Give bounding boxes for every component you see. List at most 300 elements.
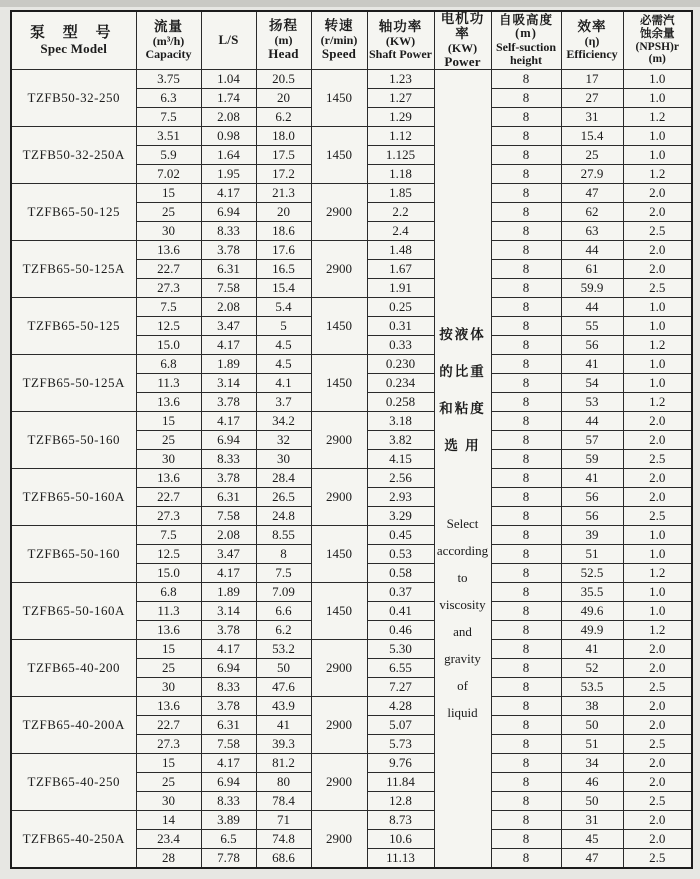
- capacity-cell: 13.6: [136, 241, 201, 260]
- model-cell: TZFB65-50-160: [11, 526, 136, 583]
- ls-cell: 3.78: [201, 697, 256, 716]
- capacity-cell: 3.51: [136, 127, 201, 146]
- table-row: [11, 412, 692, 431]
- ls-cell: 2.08: [201, 526, 256, 545]
- ls-cell: 6.94: [201, 203, 256, 222]
- head-cell: 15.4: [256, 279, 311, 298]
- npsh-cell: 2.5: [623, 279, 692, 298]
- npsh-cell: 1.2: [623, 564, 692, 583]
- table-row: [11, 298, 692, 317]
- efficiency-cell: 63: [561, 222, 623, 241]
- efficiency-cell: 17: [561, 70, 623, 89]
- npsh-cell: 1.0: [623, 374, 692, 393]
- efficiency-cell: 44: [561, 298, 623, 317]
- npsh-cell: 1.2: [623, 336, 692, 355]
- header-row: [11, 11, 692, 70]
- ls-cell: 2.08: [201, 298, 256, 317]
- efficiency-cell: 52: [561, 659, 623, 678]
- power-note-line: according: [436, 542, 489, 558]
- shaft-power-cell: 10.6: [367, 830, 434, 849]
- head-cell: 5.4: [256, 298, 311, 317]
- capacity-cell: 23.4: [136, 830, 201, 849]
- ls-cell: 7.58: [201, 735, 256, 754]
- head-cell: 6.6: [256, 602, 311, 621]
- head-cell: 4.5: [256, 355, 311, 374]
- ls-cell: 7.58: [201, 507, 256, 526]
- head-cell: 17.5: [256, 146, 311, 165]
- shaft-power-cell: 0.258: [367, 393, 434, 412]
- capacity-cell: 27.3: [136, 279, 201, 298]
- head-cell: 74.8: [256, 830, 311, 849]
- speed-cell: 2900: [311, 811, 367, 869]
- npsh-cell: 2.0: [623, 754, 692, 773]
- npsh-cell: 2.5: [623, 222, 692, 241]
- shaft-power-cell: 5.07: [367, 716, 434, 735]
- npsh-cell: 1.0: [623, 602, 692, 621]
- suction-cell: 8: [491, 298, 561, 317]
- capacity-cell: 22.7: [136, 716, 201, 735]
- ls-cell: 6.94: [201, 773, 256, 792]
- npsh-cell: 2.0: [623, 203, 692, 222]
- shaft-power-cell: 3.82: [367, 431, 434, 450]
- capacity-cell: 14: [136, 811, 201, 830]
- speed-cell: 2900: [311, 241, 367, 298]
- model-cell: TZFB65-50-125: [11, 184, 136, 241]
- table-row: [11, 184, 692, 203]
- suction-cell: 8: [491, 754, 561, 773]
- ls-cell: 1.04: [201, 70, 256, 89]
- efficiency-cell: 53.5: [561, 678, 623, 697]
- head-cell: 28.4: [256, 469, 311, 488]
- shaft-power-cell: 1.91: [367, 279, 434, 298]
- scan-top-strip: [0, 0, 700, 7]
- efficiency-cell: 56: [561, 336, 623, 355]
- capacity-cell: 30: [136, 222, 201, 241]
- capacity-cell: 12.5: [136, 317, 201, 336]
- npsh-cell: 1.0: [623, 89, 692, 108]
- shaft-power-cell: 0.41: [367, 602, 434, 621]
- model-cell: TZFB50-32-250: [11, 70, 136, 127]
- head-cell: 8: [256, 545, 311, 564]
- ls-cell: 8.33: [201, 792, 256, 811]
- npsh-cell: 1.2: [623, 621, 692, 640]
- table-row: [11, 241, 692, 260]
- suction-cell: 8: [491, 317, 561, 336]
- header-self-suction: 自吸高度(m) Self-suction height: [491, 11, 561, 70]
- efficiency-cell: 44: [561, 241, 623, 260]
- efficiency-cell: 45: [561, 830, 623, 849]
- ls-cell: 4.17: [201, 564, 256, 583]
- npsh-cell: 2.5: [623, 507, 692, 526]
- model-cell: TZFB65-50-160A: [11, 469, 136, 526]
- ls-cell: 7.58: [201, 279, 256, 298]
- capacity-cell: 25: [136, 773, 201, 792]
- npsh-cell: 2.0: [623, 830, 692, 849]
- header-ls: L/S: [201, 11, 256, 70]
- suction-cell: 8: [491, 374, 561, 393]
- head-cell: 81.2: [256, 754, 311, 773]
- speed-cell: 2900: [311, 469, 367, 526]
- efficiency-cell: 31: [561, 811, 623, 830]
- model-cell: TZFB65-50-160: [11, 412, 136, 469]
- efficiency-cell: 39: [561, 526, 623, 545]
- shaft-power-cell: 5.30: [367, 640, 434, 659]
- head-cell: 43.9: [256, 697, 311, 716]
- npsh-cell: 2.0: [623, 716, 692, 735]
- speed-cell: 2900: [311, 184, 367, 241]
- capacity-cell: 15: [136, 754, 201, 773]
- power-note-cell: [434, 70, 491, 869]
- suction-cell: 8: [491, 412, 561, 431]
- head-cell: 47.6: [256, 678, 311, 697]
- table-row: [11, 526, 692, 545]
- suction-cell: 8: [491, 830, 561, 849]
- model-cell: TZFB65-40-250: [11, 754, 136, 811]
- head-cell: 71: [256, 811, 311, 830]
- suction-cell: 8: [491, 811, 561, 830]
- head-cell: 8.55: [256, 526, 311, 545]
- shaft-power-cell: 11.84: [367, 773, 434, 792]
- pump-spec-table: [10, 10, 693, 869]
- capacity-cell: 7.02: [136, 165, 201, 184]
- npsh-cell: 1.0: [623, 146, 692, 165]
- header-capacity: 流量 (m³/h) Capacity: [136, 11, 201, 70]
- power-note-line: 和粘度: [439, 400, 486, 416]
- head-cell: 5: [256, 317, 311, 336]
- capacity-cell: 25: [136, 659, 201, 678]
- head-cell: 17.6: [256, 241, 311, 260]
- suction-cell: 8: [491, 108, 561, 127]
- head-cell: 7.5: [256, 564, 311, 583]
- shaft-power-cell: 1.85: [367, 184, 434, 203]
- head-cell: 21.3: [256, 184, 311, 203]
- efficiency-cell: 47: [561, 184, 623, 203]
- suction-cell: 8: [491, 849, 561, 869]
- ls-cell: 6.31: [201, 716, 256, 735]
- npsh-cell: 2.5: [623, 792, 692, 811]
- npsh-cell: 1.0: [623, 526, 692, 545]
- table-row: [11, 754, 692, 773]
- efficiency-cell: 54: [561, 374, 623, 393]
- capacity-cell: 15.0: [136, 336, 201, 355]
- head-cell: 20.5: [256, 70, 311, 89]
- power-note-line: and: [453, 623, 472, 639]
- table-row: [11, 583, 692, 602]
- shaft-power-cell: 0.46: [367, 621, 434, 640]
- table-row: [11, 640, 692, 659]
- head-cell: 16.5: [256, 260, 311, 279]
- ls-cell: 7.78: [201, 849, 256, 869]
- shaft-power-cell: 6.55: [367, 659, 434, 678]
- power-note-line: 按液体: [439, 326, 486, 342]
- capacity-cell: 15.0: [136, 564, 201, 583]
- npsh-cell: 2.0: [623, 488, 692, 507]
- head-cell: 7.09: [256, 583, 311, 602]
- ls-cell: 4.17: [201, 184, 256, 203]
- efficiency-cell: 46: [561, 773, 623, 792]
- table-row: [11, 469, 692, 488]
- suction-cell: 8: [491, 336, 561, 355]
- suction-cell: 8: [491, 431, 561, 450]
- ls-cell: 1.95: [201, 165, 256, 184]
- ls-cell: 3.14: [201, 374, 256, 393]
- ls-cell: 6.94: [201, 431, 256, 450]
- capacity-cell: 27.3: [136, 507, 201, 526]
- capacity-cell: 13.6: [136, 621, 201, 640]
- npsh-cell: 1.0: [623, 127, 692, 146]
- efficiency-cell: 50: [561, 716, 623, 735]
- shaft-power-cell: 0.53: [367, 545, 434, 564]
- efficiency-cell: 59.9: [561, 279, 623, 298]
- npsh-cell: 2.0: [623, 659, 692, 678]
- capacity-cell: 11.3: [136, 374, 201, 393]
- shaft-power-cell: 1.12: [367, 127, 434, 146]
- header-npsh: 必需汽 蚀余量 (NPSH)r (m): [623, 11, 692, 70]
- npsh-cell: 2.0: [623, 412, 692, 431]
- head-cell: 3.7: [256, 393, 311, 412]
- capacity-cell: 25: [136, 203, 201, 222]
- power-note-line: gravity: [444, 650, 481, 666]
- efficiency-cell: 57: [561, 431, 623, 450]
- head-cell: 6.2: [256, 108, 311, 127]
- ls-cell: 3.89: [201, 811, 256, 830]
- table-row: [11, 811, 692, 830]
- ls-cell: 4.17: [201, 754, 256, 773]
- suction-cell: 8: [491, 716, 561, 735]
- header-efficiency: 效率 (η) Efficiency: [561, 11, 623, 70]
- npsh-cell: 2.5: [623, 735, 692, 754]
- shaft-power-cell: 1.125: [367, 146, 434, 165]
- head-cell: 50: [256, 659, 311, 678]
- power-note-line: viscosity: [439, 596, 486, 612]
- npsh-cell: 2.0: [623, 773, 692, 792]
- capacity-cell: 12.5: [136, 545, 201, 564]
- efficiency-cell: 51: [561, 545, 623, 564]
- npsh-cell: 1.0: [623, 583, 692, 602]
- shaft-power-cell: 1.27: [367, 89, 434, 108]
- header-speed: 转速 (r/min) Speed: [311, 11, 367, 70]
- capacity-cell: 6.8: [136, 355, 201, 374]
- capacity-cell: 15: [136, 412, 201, 431]
- ls-cell: 8.33: [201, 222, 256, 241]
- npsh-cell: 2.0: [623, 241, 692, 260]
- npsh-cell: 2.0: [623, 697, 692, 716]
- ls-cell: 3.78: [201, 393, 256, 412]
- npsh-cell: 1.2: [623, 108, 692, 127]
- power-note-line: Select: [446, 515, 479, 531]
- speed-cell: 1450: [311, 355, 367, 412]
- capacity-cell: 6.8: [136, 583, 201, 602]
- ls-cell: 3.47: [201, 317, 256, 336]
- ls-cell: 2.08: [201, 108, 256, 127]
- head-cell: 41: [256, 716, 311, 735]
- ls-cell: 6.94: [201, 659, 256, 678]
- shaft-power-cell: 1.48: [367, 241, 434, 260]
- capacity-cell: 25: [136, 431, 201, 450]
- ls-cell: 1.64: [201, 146, 256, 165]
- ls-cell: 3.78: [201, 469, 256, 488]
- suction-cell: 8: [491, 507, 561, 526]
- table-header: [11, 11, 692, 70]
- efficiency-cell: 49.6: [561, 602, 623, 621]
- efficiency-cell: 55: [561, 317, 623, 336]
- efficiency-cell: 41: [561, 355, 623, 374]
- shaft-power-cell: 5.73: [367, 735, 434, 754]
- efficiency-cell: 52.5: [561, 564, 623, 583]
- head-cell: 20: [256, 203, 311, 222]
- shaft-power-cell: 1.18: [367, 165, 434, 184]
- ls-cell: 4.17: [201, 412, 256, 431]
- npsh-cell: 2.5: [623, 450, 692, 469]
- capacity-cell: 3.75: [136, 70, 201, 89]
- capacity-cell: 11.3: [136, 602, 201, 621]
- efficiency-cell: 34: [561, 754, 623, 773]
- suction-cell: 8: [491, 393, 561, 412]
- suction-cell: 8: [491, 70, 561, 89]
- shaft-power-cell: 1.29: [367, 108, 434, 127]
- model-cell: TZFB50-32-250A: [11, 127, 136, 184]
- efficiency-cell: 49.9: [561, 621, 623, 640]
- efficiency-cell: 35.5: [561, 583, 623, 602]
- ls-cell: 4.17: [201, 640, 256, 659]
- npsh-cell: 2.5: [623, 678, 692, 697]
- efficiency-cell: 41: [561, 640, 623, 659]
- power-note-line: liquid: [447, 704, 478, 720]
- table-row: [11, 355, 692, 374]
- head-cell: 17.2: [256, 165, 311, 184]
- header-shaft-power: 轴功率 (KW) Shaft Power: [367, 11, 434, 70]
- head-cell: 20: [256, 89, 311, 108]
- suction-cell: 8: [491, 773, 561, 792]
- model-cell: TZFB65-40-250A: [11, 811, 136, 869]
- suction-cell: 8: [491, 203, 561, 222]
- npsh-cell: 2.0: [623, 469, 692, 488]
- capacity-cell: 30: [136, 678, 201, 697]
- npsh-cell: 1.0: [623, 317, 692, 336]
- model-cell: TZFB65-50-125A: [11, 355, 136, 412]
- shaft-power-cell: 2.2: [367, 203, 434, 222]
- efficiency-cell: 15.4: [561, 127, 623, 146]
- efficiency-cell: 59: [561, 450, 623, 469]
- header-power: 电机功率 (KW) Power: [434, 11, 491, 70]
- head-cell: 24.8: [256, 507, 311, 526]
- suction-cell: 8: [491, 792, 561, 811]
- head-cell: 39.3: [256, 735, 311, 754]
- capacity-cell: 27.3: [136, 735, 201, 754]
- table-row: [11, 70, 692, 89]
- shaft-power-cell: 0.31: [367, 317, 434, 336]
- table-row: [11, 697, 692, 716]
- suction-cell: 8: [491, 146, 561, 165]
- capacity-cell: 6.3: [136, 89, 201, 108]
- ls-cell: 6.31: [201, 260, 256, 279]
- efficiency-cell: 38: [561, 697, 623, 716]
- header-head: 扬程 (m) Head: [256, 11, 311, 70]
- shaft-power-cell: 0.33: [367, 336, 434, 355]
- capacity-cell: 15: [136, 640, 201, 659]
- shaft-power-cell: 2.56: [367, 469, 434, 488]
- suction-cell: 8: [491, 184, 561, 203]
- shaft-power-cell: 1.23: [367, 70, 434, 89]
- capacity-cell: 13.6: [136, 697, 201, 716]
- head-cell: 34.2: [256, 412, 311, 431]
- efficiency-cell: 27: [561, 89, 623, 108]
- shaft-power-cell: 12.8: [367, 792, 434, 811]
- ls-cell: 8.33: [201, 678, 256, 697]
- shaft-power-cell: 4.15: [367, 450, 434, 469]
- npsh-cell: 2.0: [623, 260, 692, 279]
- npsh-cell: 2.0: [623, 640, 692, 659]
- capacity-cell: 30: [136, 450, 201, 469]
- ls-cell: 3.47: [201, 545, 256, 564]
- shaft-power-cell: 0.37: [367, 583, 434, 602]
- head-cell: 30: [256, 450, 311, 469]
- suction-cell: 8: [491, 450, 561, 469]
- npsh-cell: 2.0: [623, 184, 692, 203]
- suction-cell: 8: [491, 488, 561, 507]
- head-cell: 53.2: [256, 640, 311, 659]
- efficiency-cell: 51: [561, 735, 623, 754]
- capacity-cell: 13.6: [136, 393, 201, 412]
- shaft-power-cell: 11.13: [367, 849, 434, 869]
- capacity-cell: 22.7: [136, 260, 201, 279]
- capacity-cell: 15: [136, 184, 201, 203]
- ls-cell: 0.98: [201, 127, 256, 146]
- shaft-power-cell: 0.234: [367, 374, 434, 393]
- efficiency-cell: 62: [561, 203, 623, 222]
- efficiency-cell: 27.9: [561, 165, 623, 184]
- head-cell: 68.6: [256, 849, 311, 869]
- suction-cell: 8: [491, 735, 561, 754]
- header-spec-model-en: Spec Model: [40, 40, 108, 56]
- suction-cell: 8: [491, 583, 561, 602]
- ls-cell: 1.89: [201, 355, 256, 374]
- suction-cell: 8: [491, 355, 561, 374]
- ls-cell: 1.89: [201, 583, 256, 602]
- suction-cell: 8: [491, 469, 561, 488]
- suction-cell: 8: [491, 127, 561, 146]
- shaft-power-cell: 8.73: [367, 811, 434, 830]
- speed-cell: 1450: [311, 70, 367, 127]
- shaft-power-cell: 7.27: [367, 678, 434, 697]
- npsh-cell: 1.0: [623, 298, 692, 317]
- suction-cell: 8: [491, 678, 561, 697]
- shaft-power-cell: 0.45: [367, 526, 434, 545]
- speed-cell: 2900: [311, 697, 367, 754]
- npsh-cell: 1.2: [623, 393, 692, 412]
- npsh-cell: 2.5: [623, 849, 692, 869]
- suction-cell: 8: [491, 222, 561, 241]
- efficiency-cell: 47: [561, 849, 623, 869]
- suction-cell: 8: [491, 545, 561, 564]
- header-spec-model: [11, 11, 136, 70]
- ls-cell: 3.78: [201, 621, 256, 640]
- efficiency-cell: 56: [561, 488, 623, 507]
- power-note-line: 的比重: [439, 363, 486, 379]
- suction-cell: 8: [491, 260, 561, 279]
- shaft-power-cell: 2.93: [367, 488, 434, 507]
- table-row: [11, 127, 692, 146]
- suction-cell: 8: [491, 241, 561, 260]
- ls-cell: 8.33: [201, 450, 256, 469]
- head-cell: 80: [256, 773, 311, 792]
- npsh-cell: 1.0: [623, 545, 692, 564]
- header-spec-model-zh: 泵 型 号: [29, 25, 118, 42]
- head-cell: 18.0: [256, 127, 311, 146]
- power-note-chinese: [435, 316, 491, 464]
- suction-cell: 8: [491, 659, 561, 678]
- speed-cell: 1450: [311, 298, 367, 355]
